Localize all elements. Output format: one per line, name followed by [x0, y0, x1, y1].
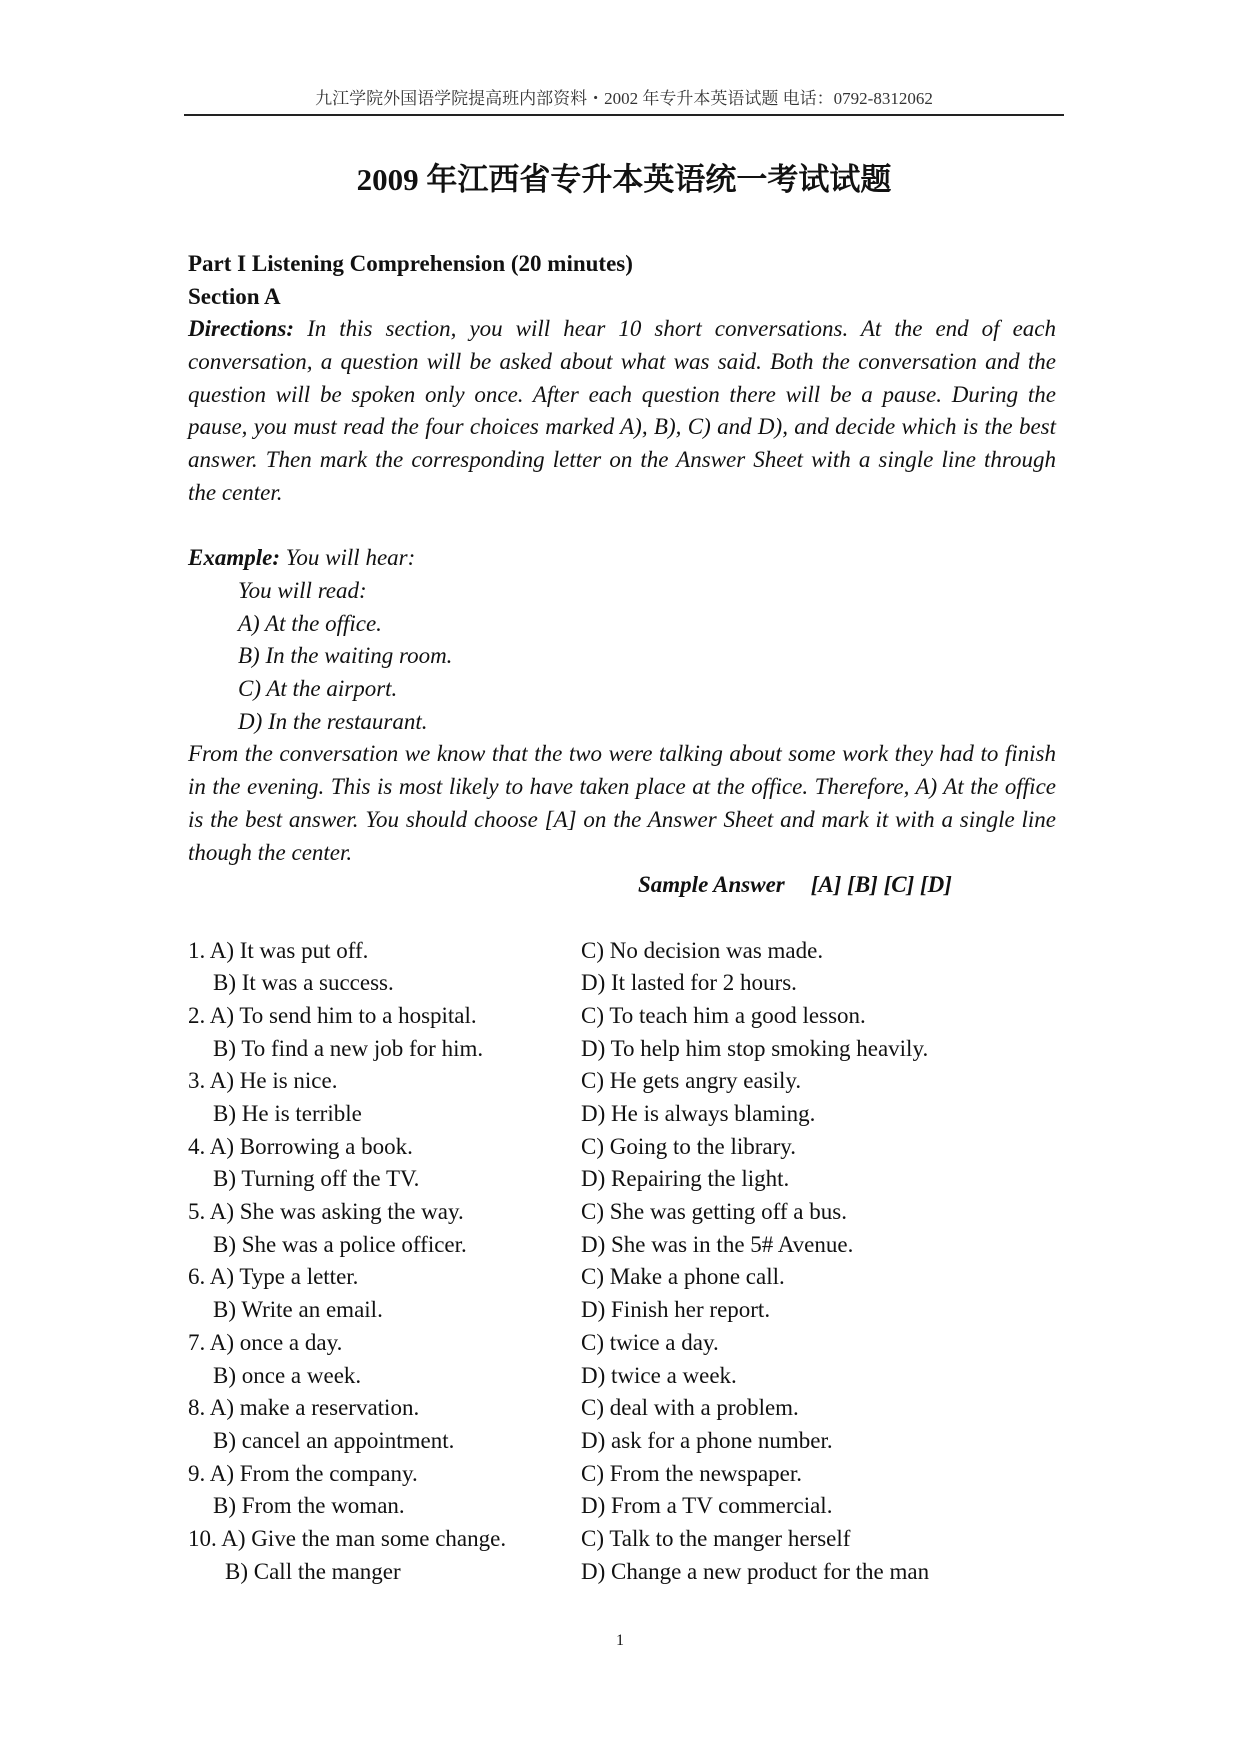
- choice-a: A) To send him to a hospital.: [209, 1002, 477, 1028]
- question-row: [188, 1490, 1056, 1523]
- choice-d: D) ask for a phone number.: [581, 1427, 833, 1453]
- choice-b: B) Call the manger: [225, 1558, 401, 1584]
- question-row: [188, 1163, 1056, 1196]
- choice-a: A) He is nice.: [209, 1068, 338, 1094]
- question-choice-a: [188, 1392, 419, 1425]
- choice-a: A) Type a letter.: [209, 1264, 359, 1290]
- question-row: [188, 1556, 1056, 1589]
- choice-d: D) Change a new product for the man: [581, 1558, 930, 1584]
- directions-text: In this section, you will hear 10 short conversations. At the end of each conversation, a question will be asked about what was said. Both the conversation and the question will be spoken only once. After each question there will be a pause. During the pause, you must read the four choices marked A), B), C) and D), and decide which is the best answer. Then mark the corresponding letter on the Answer Sheet with a single line through the center.: [188, 316, 1057, 505]
- choice-b: B) It was a success.: [213, 970, 394, 996]
- page-number: 1: [616, 1632, 624, 1649]
- question-row: [188, 1458, 1056, 1491]
- choice-c: C) To teach him a good lesson.: [581, 1002, 866, 1028]
- choice-c: C) twice a day.: [581, 1329, 719, 1355]
- choice-c: C) No decision was made.: [581, 937, 824, 963]
- choice-c: C) deal with a problem.: [581, 1395, 799, 1421]
- question-row: [188, 1425, 1056, 1458]
- question-number: 5.: [188, 1199, 206, 1225]
- choice-a: A) It was put off.: [209, 937, 369, 963]
- choice-b: B) Turning off the TV.: [213, 1166, 420, 1192]
- example-line: [188, 542, 1056, 575]
- choice-d: D) Finish her report.: [581, 1297, 771, 1323]
- question-number: 1.: [188, 937, 206, 963]
- sample-answer-options: [A] [B] [C] [D]: [810, 872, 952, 898]
- choice-d: D) It lasted for 2 hours.: [581, 970, 797, 996]
- example-choice: D) In the restaurant.: [238, 708, 428, 734]
- choice-c: C) Talk to the manger herself: [581, 1525, 851, 1551]
- question-choice-a: [188, 1458, 418, 1491]
- question-row: [188, 1294, 1056, 1327]
- question-number: 8.: [188, 1395, 206, 1421]
- choice-d: D) twice a week.: [581, 1362, 737, 1388]
- question-row: [188, 1523, 1056, 1556]
- question-list: [188, 935, 1056, 1589]
- question-row: [188, 1065, 1056, 1098]
- choice-c: C) From the newspaper.: [581, 1460, 803, 1486]
- question-row: [188, 935, 1056, 968]
- header-rule: [184, 114, 1064, 116]
- question-row: [188, 1392, 1056, 1425]
- part-heading: Part I Listening Comprehension (20 minutes): [188, 251, 633, 276]
- spacer: [188, 902, 1056, 935]
- section-heading: Section A: [188, 283, 281, 309]
- choice-a: A) From the company.: [209, 1460, 418, 1486]
- choice-c: C) She was getting off a bus.: [581, 1199, 847, 1225]
- choice-b: B) To find a new job for him.: [213, 1035, 484, 1061]
- question-row: [188, 1261, 1056, 1294]
- example-choice: C) At the airport.: [238, 676, 398, 702]
- page-title: 2009 年江西省专升本英语统一考试试题: [356, 162, 892, 197]
- choice-c: C) Make a phone call.: [581, 1264, 785, 1290]
- choice-b: B) Write an email.: [213, 1297, 383, 1323]
- example-choice: B) In the waiting room.: [238, 643, 453, 669]
- directions-paragraph: [188, 313, 1056, 509]
- question-row: [188, 967, 1056, 1000]
- sample-answer: [188, 869, 1056, 902]
- question-number: 7.: [188, 1329, 206, 1355]
- question-number: 6.: [188, 1264, 206, 1290]
- sample-answer-label: Sample Answer: [638, 872, 785, 898]
- choice-d: D) To help him stop smoking heavily.: [581, 1035, 929, 1061]
- question-choice-a: [188, 1000, 477, 1033]
- choice-b: B) He is terrible: [213, 1101, 362, 1127]
- example-label: Example:: [188, 545, 280, 571]
- choice-d: D) He is always blaming.: [581, 1101, 816, 1127]
- running-header: 九江学院外国语学院提高班内部资料・2002 年专升本英语试题 电话：0792-8312062: [315, 89, 933, 108]
- directions-label: Directions:: [188, 316, 295, 342]
- question-number: 2.: [188, 1002, 206, 1028]
- question-choice-a: [188, 1131, 413, 1164]
- question-row: [188, 1360, 1056, 1393]
- question-row: [188, 1000, 1056, 1033]
- choice-a: A) Give the man some change.: [221, 1525, 507, 1551]
- question-choice-a: [188, 1261, 358, 1294]
- example-explanation: From the conversation we know that the two were talking about some work they had to finish in the evening. This is most likely to have taken place at the office. Therefore, A) At the office is the best answer. You should choose [A] on the Answer Sheet and mark it with a single line though the center.: [188, 741, 1056, 865]
- question-row: [188, 1327, 1056, 1360]
- example-choice: A) At the office.: [238, 610, 382, 636]
- choice-a: A) Borrowing a book.: [209, 1133, 413, 1159]
- spacer: [188, 510, 1056, 543]
- choice-a: A) once a day.: [209, 1329, 343, 1355]
- question-row: [188, 1098, 1056, 1131]
- question-choice-a: [188, 1065, 337, 1098]
- question-row: [188, 1196, 1056, 1229]
- example-read: You will read:: [238, 577, 367, 603]
- question-number: 9.: [188, 1460, 206, 1486]
- question-row: [188, 1131, 1056, 1164]
- choice-a: A) She was asking the way.: [209, 1199, 464, 1225]
- document-body: [188, 248, 1056, 1588]
- question-choice-a: [188, 935, 368, 968]
- example-hear: You will hear:: [285, 545, 416, 571]
- choice-b: B) cancel an appointment.: [213, 1427, 455, 1453]
- choice-c: C) Going to the library.: [581, 1133, 797, 1159]
- choice-d: D) From a TV commercial.: [581, 1493, 833, 1519]
- choice-d: D) She was in the 5# Avenue.: [581, 1231, 854, 1257]
- choice-d: D) Repairing the light.: [581, 1166, 790, 1192]
- question-choice-a: [188, 1327, 342, 1360]
- question-row: [188, 1229, 1056, 1262]
- choice-b: B) From the woman.: [213, 1493, 405, 1519]
- question-number: 4.: [188, 1133, 206, 1159]
- question-number: 3.: [188, 1068, 206, 1094]
- choice-b: B) She was a police officer.: [213, 1231, 467, 1257]
- choice-a: A) make a reservation.: [209, 1395, 420, 1421]
- question-number: 10.: [188, 1525, 217, 1551]
- question-choice-a: [188, 1196, 464, 1229]
- choice-c: C) He gets angry easily.: [581, 1068, 802, 1094]
- question-row: [188, 1033, 1056, 1066]
- choice-b: B) once a week.: [213, 1362, 362, 1388]
- question-choice-a: [188, 1523, 506, 1556]
